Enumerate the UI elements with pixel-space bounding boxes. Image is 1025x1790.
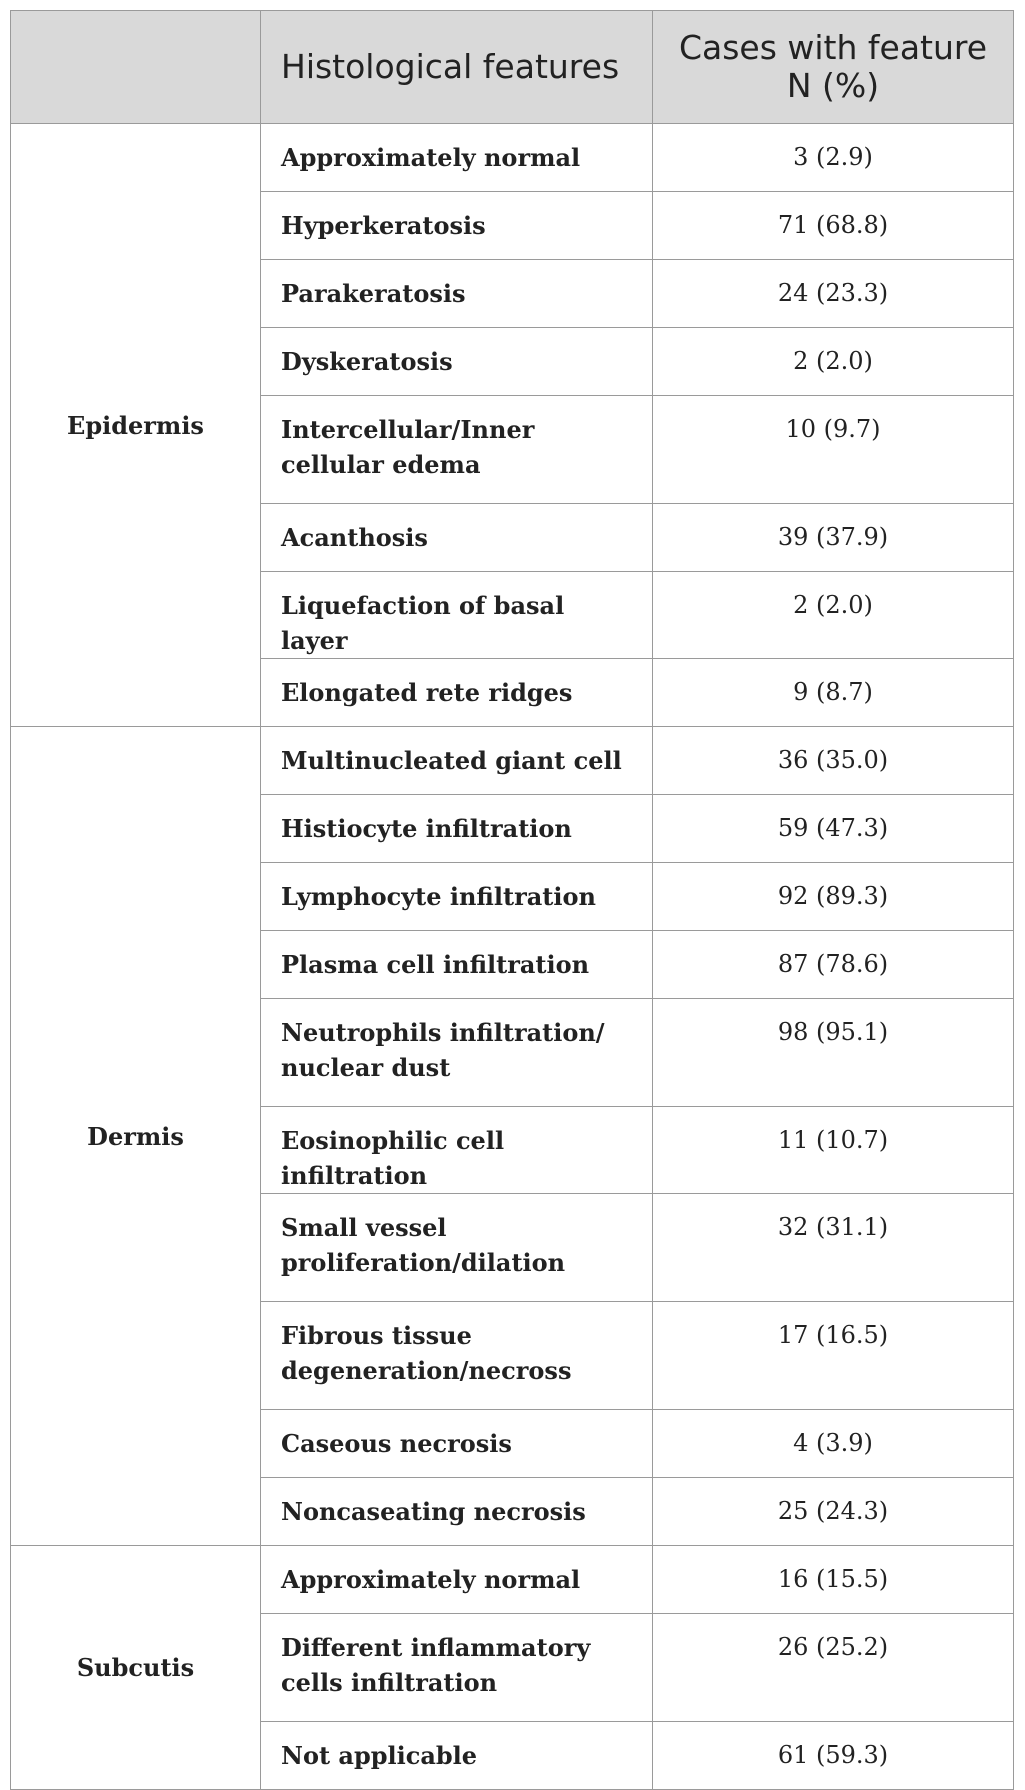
value-cell: 9 (8.7)	[653, 659, 1014, 727]
value-cell: 39 (37.9)	[653, 504, 1014, 572]
feature-line1: Intercellular/Inner	[281, 415, 535, 444]
feature-cell: Multinucleated giant cell	[261, 727, 653, 795]
header-cases-line2: N (%)	[786, 66, 880, 105]
feature-line1: Neutrophils infiltration/	[281, 1018, 605, 1047]
feature-cell: Caseous necrosis	[261, 1410, 653, 1478]
feature-cell: Lymphocyte infiltration	[261, 863, 653, 931]
feature-cell: Liquefaction of basal layer	[261, 572, 653, 659]
feature-line2: degeneration/necross	[281, 1356, 572, 1385]
header-row	[11, 11, 1014, 124]
feature-cell	[261, 1614, 653, 1722]
value-cell: 87 (78.6)	[653, 931, 1014, 999]
feature-line1: Different inflammatory	[281, 1633, 591, 1662]
header-features: Histological features	[261, 11, 653, 124]
value-cell: 36 (35.0)	[653, 727, 1014, 795]
value-cell: 26 (25.2)	[653, 1614, 1014, 1722]
value-cell: 98 (95.1)	[653, 999, 1014, 1107]
value-cell: 4 (3.9)	[653, 1410, 1014, 1478]
header-group	[11, 11, 261, 124]
value-cell: 2 (2.0)	[653, 328, 1014, 396]
value-cell: 10 (9.7)	[653, 396, 1014, 504]
value-cell: 2 (2.0)	[653, 572, 1014, 659]
header-cases	[653, 11, 1014, 124]
feature-cell	[261, 396, 653, 504]
feature-cell: Elongated rete ridges	[261, 659, 653, 727]
group-subcutis: Subcutis	[11, 1546, 261, 1790]
feature-cell: Hyperkeratosis	[261, 192, 653, 260]
value-cell: 92 (89.3)	[653, 863, 1014, 931]
table-row	[11, 1546, 1014, 1614]
feature-cell: Histiocyte infiltration	[261, 795, 653, 863]
value-cell: 11 (10.7)	[653, 1107, 1014, 1194]
feature-cell: Approximately normal	[261, 1546, 653, 1614]
feature-cell	[261, 999, 653, 1107]
feature-line2: cellular edema	[281, 450, 481, 479]
histology-table	[10, 10, 1014, 1790]
value-cell: 71 (68.8)	[653, 192, 1014, 260]
header-cases-line1: Cases with feature	[678, 28, 988, 67]
value-cell: 24 (23.3)	[653, 260, 1014, 328]
feature-line1: Small vessel	[281, 1213, 447, 1242]
feature-cell: Parakeratosis	[261, 260, 653, 328]
value-cell: 25 (24.3)	[653, 1478, 1014, 1546]
value-cell: 59 (47.3)	[653, 795, 1014, 863]
group-epidermis: Epidermis	[11, 124, 261, 727]
feature-cell: Approximately normal	[261, 124, 653, 192]
value-cell: 17 (16.5)	[653, 1302, 1014, 1410]
feature-cell: Dyskeratosis	[261, 328, 653, 396]
value-cell: 32 (31.1)	[653, 1194, 1014, 1302]
feature-cell: Acanthosis	[261, 504, 653, 572]
feature-line2: proliferation/dilation	[281, 1248, 566, 1277]
feature-cell: Not applicable	[261, 1722, 653, 1790]
feature-cell: Plasma cell infiltration	[261, 931, 653, 999]
value-cell: 3 (2.9)	[653, 124, 1014, 192]
feature-cell: Noncaseating necrosis	[261, 1478, 653, 1546]
feature-cell	[261, 1302, 653, 1410]
histology-table-container	[10, 10, 1013, 1790]
table-row	[11, 727, 1014, 795]
value-cell: 61 (59.3)	[653, 1722, 1014, 1790]
feature-cell	[261, 1194, 653, 1302]
feature-cell: Eosinophilic cell infiltration	[261, 1107, 653, 1194]
value-cell: 16 (15.5)	[653, 1546, 1014, 1614]
group-dermis: Dermis	[11, 727, 261, 1546]
table-row	[11, 124, 1014, 192]
feature-line2: cells infiltration	[281, 1668, 498, 1697]
feature-line2: nuclear dust	[281, 1053, 451, 1082]
feature-line1: Fibrous tissue	[281, 1321, 472, 1350]
